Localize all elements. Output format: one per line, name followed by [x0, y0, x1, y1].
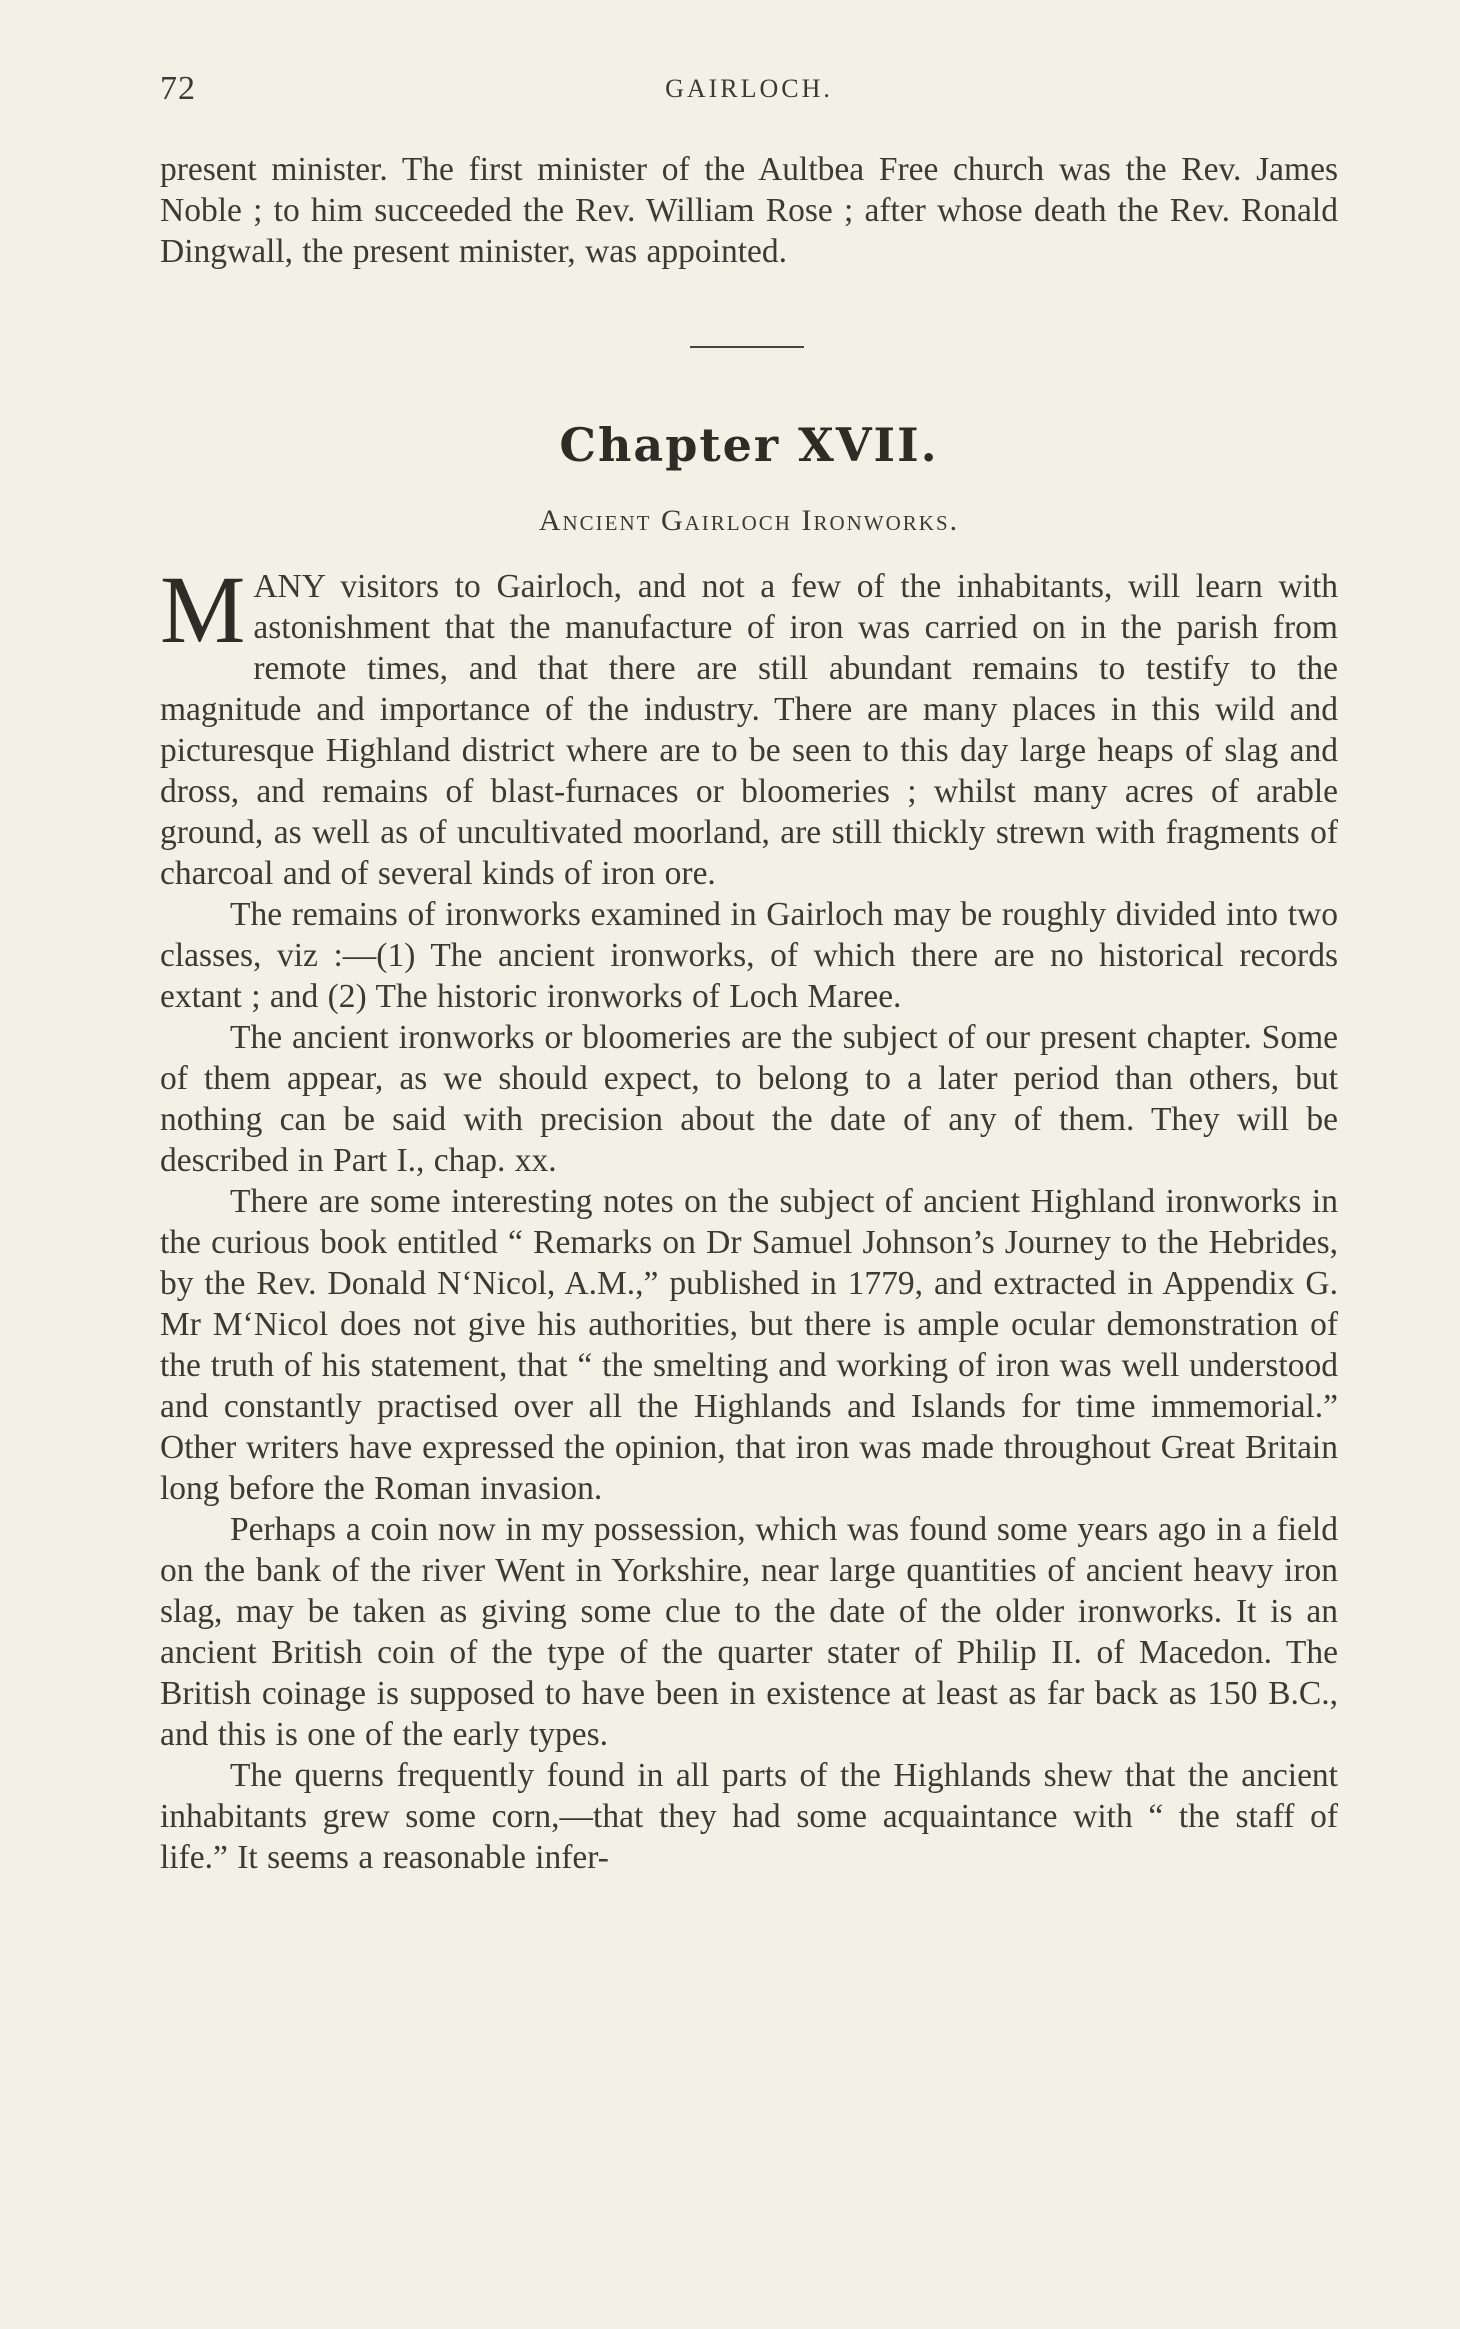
chapter-title: Chapter XVII.: [559, 418, 939, 472]
body-paragraph-bloomeries: The ancient ironworks or bloomeries are the subject of our present chapter. Some of them appear, as we should expect, to belong to a later period than others, but nothing can be said with precision about the date of any of them. They will be described in Part I., chap. xx.: [160, 1019, 1338, 1179]
section-divider: [690, 346, 804, 348]
chapter-subtitle: Ancient Gairloch Ironworks.: [538, 504, 960, 537]
running-head: GAIRLOCH.: [665, 74, 833, 103]
body-paragraph-coin: Perhaps a coin now in my possession, which was found some years ago in a field on the bank of the river Went in Yorkshire, near large quantities of ancient heavy iron slag, may be taken as giving some clue to the date of the older ironworks. It is an ancient British coin of the type of the quarter stater of Philip II. of Macedon. The British coinage is supposed to have been in existence at least as far back as 150 B.C., and this is one of the early types.: [160, 1511, 1338, 1753]
opening-text-block: [160, 149, 1338, 272]
chapter-first-paragraph: [160, 556, 1338, 894]
body-paragraph-mcnicol: There are some interesting notes on the subject of ancient Highland ironworks in the curious book entitled “ Remarks on Dr Samuel Johnson’s Journey to the Hebrides, by the Rev. Donald N‘Nicol, A.M.,” published in 1779, and extracted in Appendix G. Mr M‘Nicol does not give his authorities, but there is ample ocular demonstration of the truth of his statement, that “ the smelting and working of iron was well understood and constantly practised over all the Highlands and Islands for time immemorial.” Other writers have expressed the opinion, that iron was made throughout Great Britain long before the Roman invasion.: [160, 1183, 1338, 1507]
page-header: [160, 70, 1338, 116]
chapter-body: [160, 556, 1338, 1878]
body-paragraph-classes: The remains of ironworks examined in Gairloch may be roughly divided into two classes, viz :—(1) The ancient ironworks, of which there are no historical records extant ; and (2) The historic ironworks of Loch Maree.: [160, 896, 1338, 1015]
first-paragraph-text: ANY visitors to Gairloch, and not a few of the inhabitants, will learn with astonishment that the manufacture of iron was carried on in the parish from remote times, and that there are still abundant remains to testify to the magnitude and importance of the industry. There are many places in this wild and picturesque Highland district where are to be seen to this day large heaps of slag and dross, and remains of blast-furnaces or bloomeries ; whilst many acres of arable ground, as well as of uncultivated moorland, are still thickly strewn with fragments of charcoal and of several kinds of iron ore.: [160, 568, 1338, 892]
body-paragraph-querns: The querns frequently found in all parts of the Highlands shew that the ancient inhabitants grew some corn,—that they had some acquaintance with “ the staff of life.” It seems a reasonable infer-: [160, 1757, 1338, 1876]
opening-paragraph: present minister. The first minister of the Aultbea Free church was the Rev. James Noble ; to him succeeded the Rev. William Rose ; after whose death the Rev. Ronald Dingwall, the present minister, was appointed.: [160, 151, 1338, 270]
drop-cap: M: [160, 556, 246, 663]
page-number: 72: [160, 70, 196, 107]
